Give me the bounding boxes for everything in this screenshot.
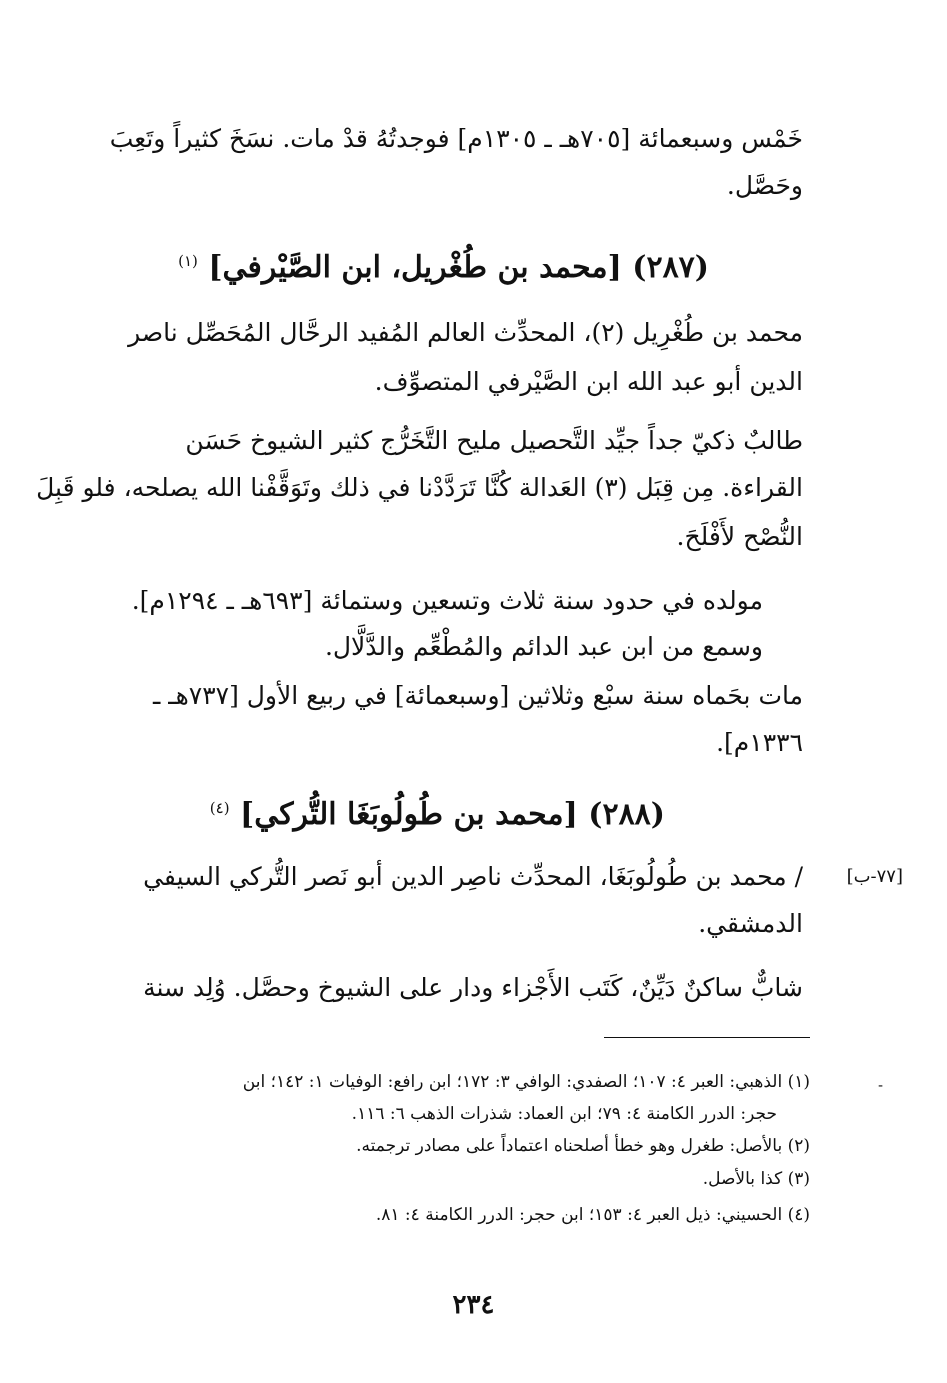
continuation-line-1: خَمْس وسبعمائة [٧٠٥هـ ـ ١٣٠٥م] فوجدتُهُ قدْ مات. نسَخَ كثيراً وتَعِبَ	[109, 124, 803, 153]
footnote-2: (٢) بالأصل: طغرل وهو خطأ أصلحناه اعتماداً على مصادر ترجمته.	[356, 1136, 810, 1156]
entry-288-heading	[209, 797, 665, 832]
entry-288-para1-line1: / محمد بن طُولُوبَغَا، المحدِّث ناصِر الدين أبو نَصر التُّركي السيفي	[143, 862, 803, 891]
entry-288-footnote-ref: (٤)	[209, 799, 230, 817]
entry-287-para2-line3: النُّصْح لأَفْلَحَ.	[676, 522, 803, 551]
entry-287-para2-line2: القراءة. مِن قِبَل (٣) العَدالة كُنَّا تَرَدَّدْنا في ذلك وتَوَقَّفْنا الله يصلحه، فلو قَبِلَ	[36, 473, 803, 502]
entry-287-footnote-ref: (١)	[178, 252, 198, 270]
continuation-line-2: وحَصَّل.	[726, 171, 803, 200]
entry-288-title: (٢٨٨) [محمد بن طُولُوبَغَا التُّركي]	[240, 797, 665, 832]
entry-287-heading	[178, 250, 709, 285]
entry-287-birth: مولده في حدود سنة ثلاث وتسعين وستمائة [٦٩٣هـ ـ ١٢٩٤م].	[131, 586, 763, 615]
entry-287-death-line2: ١٣٣٦م].	[716, 728, 803, 757]
footnote-1-line2: حجر: الدرر الكامنة ٤: ٧٩؛ ابن العماد: شذرات الذهب ٦: ١١٦.	[351, 1104, 777, 1124]
entry-287-para1-line1: محمد بن طُغْرِيل (٢)، المحدِّث العالم المُفيد الرحَّال المُحَصِّل ناصر	[128, 318, 803, 347]
entry-287-teachers: وسمع من ابن عبد الدائم والمُطْعِّم والدَّلَّال.	[324, 632, 763, 661]
entry-287-para2-line1: طالبٌ ذكيّ جداً جيِّد التَّحصيل مليح التَّخَرُّج كثير الشيوخ حَسَن	[185, 426, 803, 455]
footnote-3: (٣) كذا بالأصل.	[702, 1169, 810, 1189]
entry-287-para1-line2: الدين أبو عبد الله ابن الصَّيْرفي المتصوِّف.	[374, 367, 803, 396]
entry-287-death-line1: مات بحَماه سنة سبْع وثلاثين [وسبعمائة] في ربيع الأول [٧٣٧هـ ـ	[152, 681, 803, 710]
entry-288-para1-line2: الدمشقي.	[698, 909, 803, 938]
footnote-separator	[604, 1037, 810, 1038]
footnote-dash-mark: -	[878, 1078, 884, 1094]
footnote-4: (٤) الحسيني: ذيل العبر ٤: ١٥٣؛ ابن حجر: الدرر الكامنة ٤: ٨١.	[375, 1205, 810, 1225]
entry-287-title: (٢٨٧) [محمد بن طُغْريل، ابن الصَّيْرفي]	[208, 250, 709, 285]
footnote-1-line1: (١) الذهبي: العبر ٤: ١٠٧؛ الصفدي: الوافي ٣: ١٧٢؛ ابن رافع: الوفيات ١: ١٤٢؛ ابن	[242, 1072, 810, 1092]
entry-288-para2-line1: شابٌّ ساكنٌ دَيِّنٌ، كَتَب الأَجْزاء ودار على الشيوخ وحصَّل. وُلِد سنة	[143, 973, 803, 1002]
page-number: ٢٣٤	[452, 1290, 495, 1320]
manuscript-folio-reference: [٧٧-ب]	[846, 866, 903, 887]
